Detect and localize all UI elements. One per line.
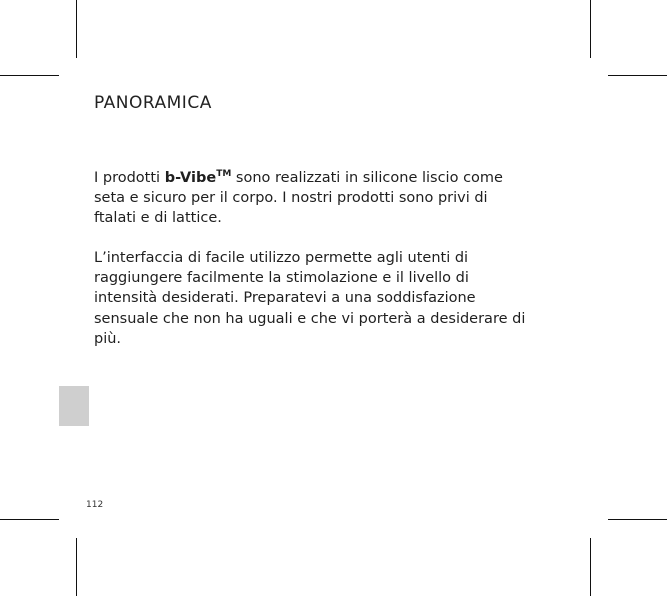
intro-paragraph [94,168,534,229]
crop-mark-bottom-right-horizontal [608,519,667,520]
crop-mark-top-right-vertical [590,0,591,58]
interface-paragraph: L’interfaccia di facile utilizzo permette agli utenti di raggiungere facilmente la stimolazione e il livello di intensità desiderati. Preparatevi a una soddisfazione sensuale che non ha uguali e che vi porterà a desiderare di più. [94,250,526,347]
trademark-symbol: TM [216,169,232,179]
page-title: PANORAMICA [94,93,212,113]
intro-text: I prodotti [94,170,165,186]
crop-mark-bottom-left-horizontal [0,519,59,520]
crop-mark-top-right-horizontal [608,75,667,76]
crop-mark-bottom-left-vertical [76,538,77,596]
page-number: 112 [86,500,104,510]
brand-name: b-Vibe [164,170,217,186]
crop-mark-top-left-horizontal [0,75,59,76]
crop-mark-bottom-right-vertical [590,538,591,596]
intro-rest-text: sono realizzati in silicone liscio come seta e sicuro per il corpo. I nostri prodotti sono privi di ftalati e di lattice. [94,170,503,227]
crop-mark-top-left-vertical [76,0,77,58]
section-tab-marker [59,386,89,426]
